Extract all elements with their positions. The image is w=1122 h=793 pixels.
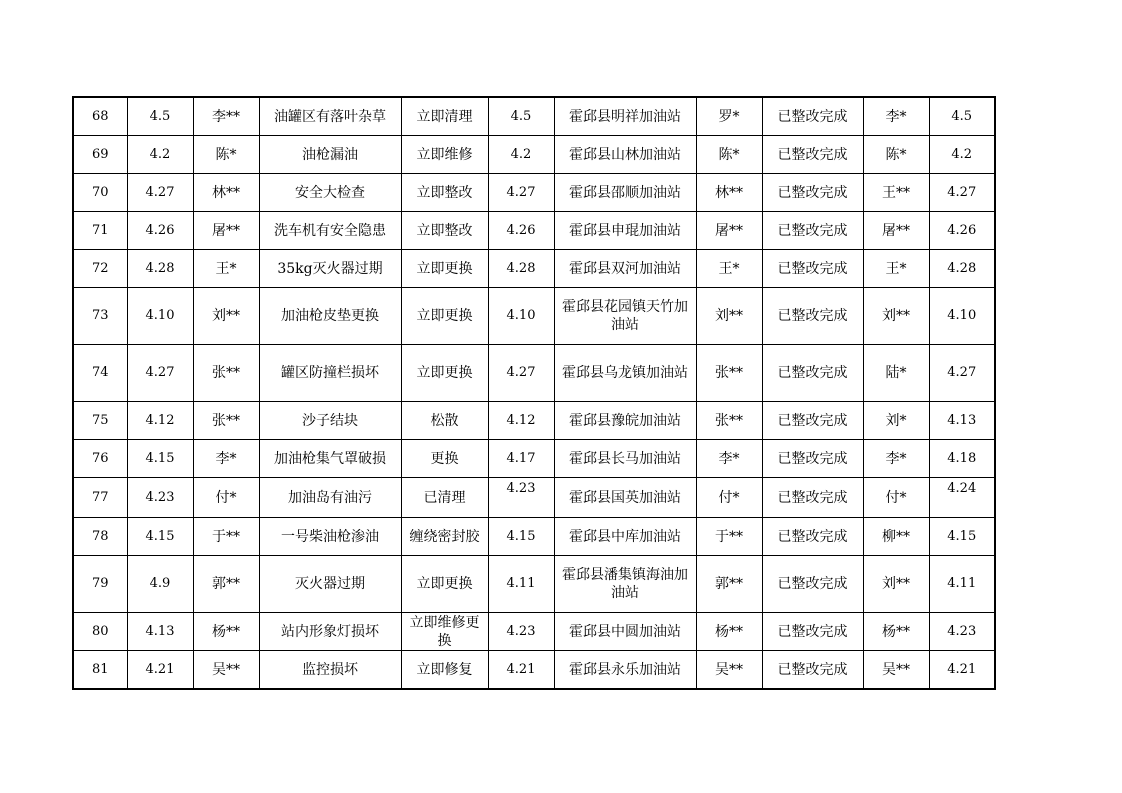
responsible-person-cell: 林** [696,174,762,212]
rectification-table [72,96,996,690]
found-date-cell: 4.5 [127,97,193,136]
hazard-description-cell: 站内形象灯损坏 [259,613,401,651]
reporter-name-cell: 李* [193,440,259,478]
rectification-date-cell: 4.2 [488,136,554,174]
rectification-date-cell: 4.26 [488,212,554,250]
responsible-person-cell: 罗* [696,97,762,136]
rectification-status-cell: 已整改完成 [762,651,863,690]
station-name-cell: 霍邱县邵顺加油站 [554,174,696,212]
found-date-cell: 4.23 [127,478,193,518]
rectification-measure-cell: 立即更换 [401,345,488,402]
reporter-name-cell: 吴** [193,651,259,690]
verifier-name-cell: 王* [863,250,929,288]
station-name-cell: 霍邱县申琨加油站 [554,212,696,250]
reporter-name-cell: 于** [193,518,259,556]
row-number-cell: 74 [73,345,127,402]
reporter-name-cell: 刘** [193,288,259,345]
rectification-date-cell: 4.21 [488,651,554,690]
verify-date-cell: 4.5 [929,97,995,136]
reporter-name-cell: 张** [193,345,259,402]
found-date-cell: 4.2 [127,136,193,174]
verifier-name-cell: 吴** [863,651,929,690]
station-name-cell: 霍邱县中库加油站 [554,518,696,556]
verify-date-cell: 4.10 [929,288,995,345]
rectification-status-cell: 已整改完成 [762,212,863,250]
table-row [73,613,995,651]
hazard-description-cell: 安全大检查 [259,174,401,212]
table-row [73,250,995,288]
reporter-name-cell: 屠** [193,212,259,250]
hazard-description-cell: 加油枪集气罩破损 [259,440,401,478]
row-number-cell: 72 [73,250,127,288]
verify-date-cell: 4.15 [929,518,995,556]
found-date-cell: 4.10 [127,288,193,345]
rectification-date-cell: 4.23 [488,613,554,651]
responsible-person-cell: 杨** [696,613,762,651]
hazard-description-cell: 油罐区有落叶杂草 [259,97,401,136]
found-date-cell: 4.21 [127,651,193,690]
rectification-measure-cell: 立即维修更换 [401,613,488,651]
rectification-table-sheet [72,96,996,690]
rectification-date-cell: 4.27 [488,174,554,212]
verifier-name-cell: 陈* [863,136,929,174]
table-row [73,478,995,518]
responsible-person-cell: 张** [696,402,762,440]
table-row [73,212,995,250]
rectification-status-cell: 已整改完成 [762,556,863,613]
found-date-cell: 4.26 [127,212,193,250]
station-name-cell: 霍邱县双河加油站 [554,250,696,288]
responsible-person-cell: 王* [696,250,762,288]
station-name-cell: 霍邱县乌龙镇加油站 [554,345,696,402]
verify-date-cell: 4.21 [929,651,995,690]
station-name-cell: 霍邱县潘集镇海油加油站 [554,556,696,613]
rectification-measure-cell: 立即维修 [401,136,488,174]
row-number-cell: 68 [73,97,127,136]
hazard-description-cell: 灭火器过期 [259,556,401,613]
verifier-name-cell: 刘* [863,402,929,440]
verifier-name-cell: 柳** [863,518,929,556]
found-date-cell: 4.27 [127,174,193,212]
verify-date-cell: 4.2 [929,136,995,174]
hazard-description-cell: 一号柴油枪渗油 [259,518,401,556]
found-date-cell: 4.15 [127,440,193,478]
responsible-person-cell: 付* [696,478,762,518]
reporter-name-cell: 林** [193,174,259,212]
verify-date-cell: 4.13 [929,402,995,440]
rectification-measure-cell: 立即更换 [401,250,488,288]
rectification-measure-cell: 立即更换 [401,288,488,345]
verify-date-cell: 4.18 [929,440,995,478]
rectification-date-cell: 4.27 [488,345,554,402]
verifier-name-cell: 刘** [863,288,929,345]
station-name-cell: 霍邱县国英加油站 [554,478,696,518]
station-name-cell: 霍邱县花园镇天竹加油站 [554,288,696,345]
table-row [73,97,995,136]
found-date-cell: 4.27 [127,345,193,402]
rectification-date-cell: 4.5 [488,97,554,136]
rectification-measure-cell: 立即整改 [401,212,488,250]
verify-date-cell: 4.28 [929,250,995,288]
rectification-measure-cell: 松散 [401,402,488,440]
responsible-person-cell: 郭** [696,556,762,613]
verifier-name-cell: 付* [863,478,929,518]
responsible-person-cell: 陈* [696,136,762,174]
verifier-name-cell: 陆* [863,345,929,402]
row-number-cell: 71 [73,212,127,250]
found-date-cell: 4.13 [127,613,193,651]
row-number-cell: 79 [73,556,127,613]
station-name-cell: 霍邱县中圆加油站 [554,613,696,651]
verifier-name-cell: 王** [863,174,929,212]
table-row [73,288,995,345]
rectification-measure-cell: 立即整改 [401,174,488,212]
reporter-name-cell: 陈* [193,136,259,174]
responsible-person-cell: 屠** [696,212,762,250]
rectification-status-cell: 已整改完成 [762,250,863,288]
row-number-cell: 78 [73,518,127,556]
table-row [73,136,995,174]
rectification-measure-cell: 立即清理 [401,97,488,136]
hazard-description-cell: 罐区防撞栏损坏 [259,345,401,402]
verify-date-cell: 4.26 [929,212,995,250]
row-number-cell: 70 [73,174,127,212]
verifier-name-cell: 李* [863,97,929,136]
row-number-cell: 73 [73,288,127,345]
rectification-status-cell: 已整改完成 [762,402,863,440]
rectification-status-cell: 已整改完成 [762,288,863,345]
station-name-cell: 霍邱县豫皖加油站 [554,402,696,440]
reporter-name-cell: 王* [193,250,259,288]
row-number-cell: 80 [73,613,127,651]
station-name-cell: 霍邱县永乐加油站 [554,651,696,690]
table-row [73,174,995,212]
hazard-description-cell: 加油枪皮垫更换 [259,288,401,345]
rectification-measure-cell: 缠绕密封胶 [401,518,488,556]
rectification-status-cell: 已整改完成 [762,97,863,136]
row-number-cell: 76 [73,440,127,478]
table-row [73,402,995,440]
rectification-date-cell: 4.10 [488,288,554,345]
hazard-description-cell: 洗车机有安全隐患 [259,212,401,250]
rectification-measure-cell: 立即更换 [401,556,488,613]
hazard-description-cell: 35kg灭火器过期 [259,250,401,288]
found-date-cell: 4.12 [127,402,193,440]
table-row [73,345,995,402]
responsible-person-cell: 李* [696,440,762,478]
rectification-status-cell: 已整改完成 [762,174,863,212]
found-date-cell: 4.9 [127,556,193,613]
row-number-cell: 75 [73,402,127,440]
reporter-name-cell: 张** [193,402,259,440]
verify-date-cell: 4.27 [929,345,995,402]
rectification-status-cell: 已整改完成 [762,613,863,651]
verifier-name-cell: 屠** [863,212,929,250]
rectification-measure-cell: 更换 [401,440,488,478]
verify-date-cell: 4.27 [929,174,995,212]
table-row [73,518,995,556]
responsible-person-cell: 于** [696,518,762,556]
reporter-name-cell: 付* [193,478,259,518]
responsible-person-cell: 吴** [696,651,762,690]
found-date-cell: 4.28 [127,250,193,288]
rectification-date-cell: 4.17 [488,440,554,478]
rectification-status-cell: 已整改完成 [762,518,863,556]
reporter-name-cell: 杨** [193,613,259,651]
rectification-measure-cell: 已清理 [401,478,488,518]
hazard-description-cell: 油枪漏油 [259,136,401,174]
reporter-name-cell: 郭** [193,556,259,613]
hazard-description-cell: 沙子结块 [259,402,401,440]
station-name-cell: 霍邱县长马加油站 [554,440,696,478]
rectification-measure-cell: 立即修复 [401,651,488,690]
station-name-cell: 霍邱县山林加油站 [554,136,696,174]
responsible-person-cell: 张** [696,345,762,402]
row-number-cell: 77 [73,478,127,518]
verify-date-cell: 4.24 [929,478,995,518]
table-row [73,651,995,690]
row-number-cell: 69 [73,136,127,174]
verify-date-cell: 4.11 [929,556,995,613]
row-number-cell: 81 [73,651,127,690]
rectification-date-cell: 4.23 [488,478,554,518]
rectification-date-cell: 4.15 [488,518,554,556]
reporter-name-cell: 李** [193,97,259,136]
verifier-name-cell: 刘** [863,556,929,613]
rectification-date-cell: 4.11 [488,556,554,613]
verifier-name-cell: 李* [863,440,929,478]
rectification-date-cell: 4.12 [488,402,554,440]
table-row [73,556,995,613]
rectification-status-cell: 已整改完成 [762,345,863,402]
table-row [73,440,995,478]
responsible-person-cell: 刘** [696,288,762,345]
rectification-status-cell: 已整改完成 [762,478,863,518]
station-name-cell: 霍邱县明祥加油站 [554,97,696,136]
rectification-status-cell: 已整改完成 [762,136,863,174]
verify-date-cell: 4.23 [929,613,995,651]
verifier-name-cell: 杨** [863,613,929,651]
found-date-cell: 4.15 [127,518,193,556]
rectification-status-cell: 已整改完成 [762,440,863,478]
rectification-date-cell: 4.28 [488,250,554,288]
hazard-description-cell: 加油岛有油污 [259,478,401,518]
hazard-description-cell: 监控损坏 [259,651,401,690]
